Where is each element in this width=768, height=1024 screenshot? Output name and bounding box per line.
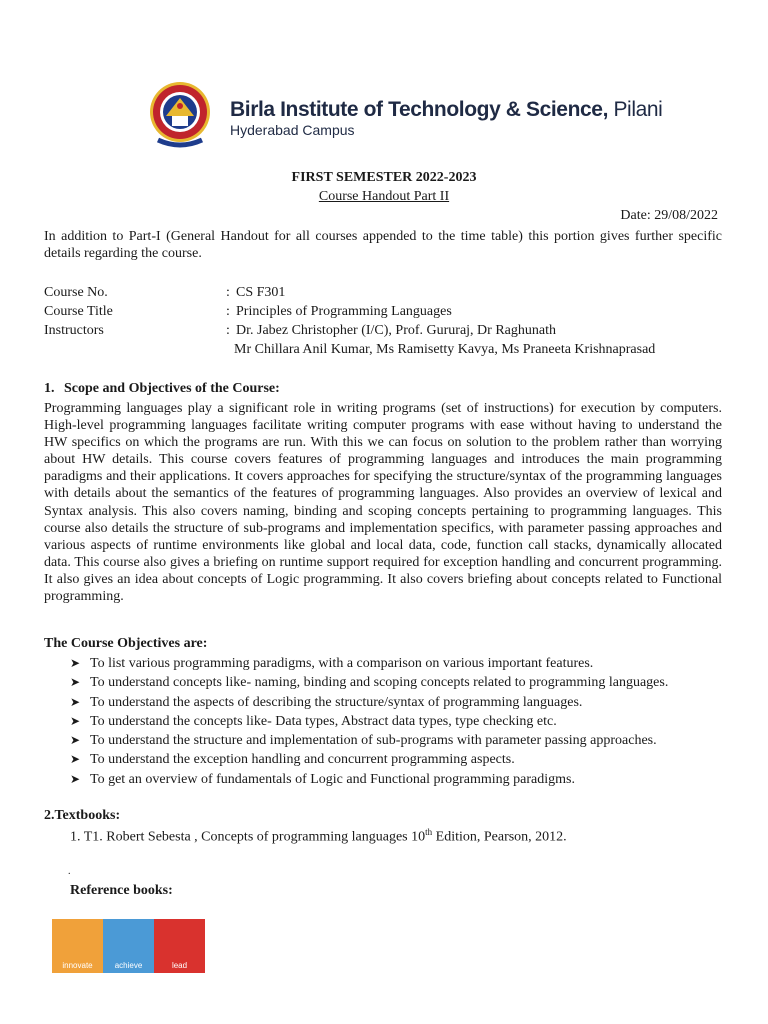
logo-text-innovate: innovate bbox=[62, 961, 93, 970]
handout-subtitle: Course Handout Part II bbox=[318, 189, 450, 204]
innovate-achieve-lead-logo bbox=[52, 919, 205, 973]
list-item bbox=[70, 673, 668, 692]
textbook-text-end: Edition, Pearson, 2012. bbox=[432, 829, 567, 845]
course-no-value: CS F301 bbox=[236, 285, 286, 300]
logo-segment-lead bbox=[154, 919, 205, 973]
arrow-bullet-icon: ➤ bbox=[70, 713, 81, 728]
reference-books-heading: Reference books: bbox=[70, 883, 173, 898]
objective-text: To understand the exception handling and concurrent programming aspects. bbox=[90, 752, 515, 768]
section-title: Scope and Objectives of the Course: bbox=[64, 381, 280, 396]
objective-text: To understand concepts like- naming, binding and scoping concepts related to programming languages. bbox=[90, 675, 669, 691]
institute-name-main: Birla Institute of Technology & Science, bbox=[230, 98, 609, 121]
institute-header bbox=[148, 76, 663, 156]
instructors-value: Dr. Jabez Christopher (I/C), Prof. Gururaj, Dr Raghunath bbox=[236, 323, 556, 338]
arrow-bullet-icon: ➤ bbox=[70, 675, 81, 690]
arrow-bullet-icon: ➤ bbox=[70, 733, 81, 748]
list-item bbox=[70, 654, 668, 673]
objectives-list bbox=[70, 654, 668, 789]
logo-text-achieve: achieve bbox=[114, 961, 143, 970]
list-item bbox=[70, 731, 668, 750]
scope-paragraph: Programming languages play a significant role in writing programs (set of instructions) for execution by computers. High-level programming languages facilitate writing computer programs with ease without having to understand the HW specifics on which the programs are run. With this we can focus on solution to the problem rather than worrying about HW details. This course covers features of programming languages and introduces the main programming paradigms and their applications. It covers approaches for specifying the structure/syntax of the programming languages with details about the semantics of the features of programming languages. Also provides an overview of lexical and Syntax analysis. This also covers naming, binding and scoping concepts pertaining to programming languages. This course also details the structure of sub-programs and implementation specifics, with parameter passing approaches and various aspects of runtime environments like global and local data, code, function call stacks, dynamically allocated data. This course also gives a briefing on runtime support required for exception handling and concurrent programming. It also gives an idea about concepts of Logic programming. It also covers briefing about concepts related to Functional programming. bbox=[44, 401, 722, 605]
bits-seal-logo bbox=[148, 76, 212, 152]
logo-segment-achieve bbox=[103, 919, 154, 973]
textbook-text: 1. T1. Robert Sebesta , Concepts of programming languages 10 bbox=[70, 829, 426, 845]
objective-text: To understand the aspects of describing the structure/syntax of programming languages. bbox=[90, 694, 583, 710]
textbooks-heading: 2.Textbooks: bbox=[44, 808, 121, 823]
section-scope-heading bbox=[44, 381, 280, 397]
textbook-edition-sup: th bbox=[425, 827, 433, 837]
arrow-bullet-icon: ➤ bbox=[70, 771, 81, 786]
institute-name bbox=[230, 98, 662, 122]
instructors-colon: : bbox=[226, 323, 230, 338]
course-no-label: Course No. bbox=[44, 285, 108, 300]
course-title-value: Principles of Programming Languages bbox=[236, 304, 452, 319]
objective-text: To get an overview of fundamentals of Logic and Functional programming paradigms. bbox=[90, 771, 576, 787]
objective-text: To list various programming paradigms, with a comparison on various important features. bbox=[90, 656, 594, 671]
stray-dot: . bbox=[68, 866, 71, 877]
textbook-item bbox=[70, 827, 567, 846]
course-title-colon: : bbox=[226, 304, 230, 319]
arrow-bullet-icon: ➤ bbox=[70, 752, 81, 767]
objectives-heading: The Course Objectives are: bbox=[44, 636, 208, 651]
objective-text: To understand the concepts like- Data types, Abstract data types, type checking etc. bbox=[90, 713, 557, 729]
arrow-bullet-icon: ➤ bbox=[70, 656, 81, 670]
list-item bbox=[70, 750, 668, 769]
intro-paragraph: In addition to Part-I (General Handout for all courses appended to the time table) this portion gives further specific details regarding the course. bbox=[44, 229, 722, 261]
arrow-bullet-icon: ➤ bbox=[70, 694, 81, 709]
logo-segment-innovate bbox=[52, 919, 103, 973]
course-no-colon: : bbox=[226, 285, 230, 300]
instructors-cont-value: Mr Chillara Anil Kumar, Ms Ramisetty Kavya, Ms Praneeta Krishnaprasad bbox=[234, 342, 656, 357]
objective-text: To understand the structure and implementation of sub-programs with parameter passing approaches. bbox=[90, 733, 657, 749]
section-number: 1. bbox=[44, 381, 55, 396]
semester-title: FIRST SEMESTER 2022-2023 bbox=[291, 170, 477, 185]
campus-name: Hyderabad Campus bbox=[230, 122, 355, 138]
course-title-label: Course Title bbox=[44, 304, 113, 319]
handout-date: Date: 29/08/2022 bbox=[620, 208, 718, 223]
list-item bbox=[70, 770, 668, 789]
list-item bbox=[70, 712, 668, 731]
logo-text-lead: lead bbox=[171, 961, 188, 970]
instructors-label: Instructors bbox=[44, 323, 104, 338]
list-item bbox=[70, 693, 668, 712]
institute-name-place: Pilani bbox=[608, 98, 663, 121]
